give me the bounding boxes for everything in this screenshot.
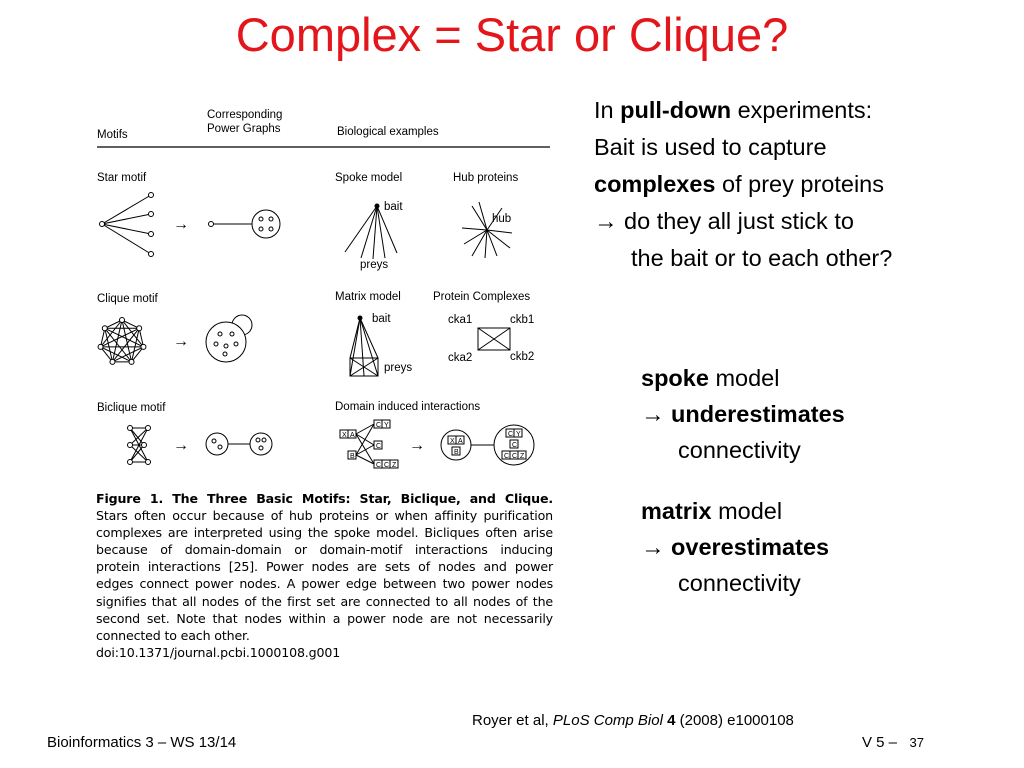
text-each-other: the bait or to each other?	[631, 245, 893, 271]
svg-text:Z: Z	[520, 453, 525, 460]
footer-page	[862, 734, 924, 751]
svg-text:C: C	[384, 462, 390, 469]
svg-text:hub: hub	[492, 213, 512, 225]
connectivity-word: connectivity	[678, 570, 801, 596]
svg-text:A: A	[350, 432, 355, 439]
spoke-word: spoke	[641, 365, 709, 391]
footer-course: Bioinformatics 3 – WS 13/14	[47, 734, 237, 751]
svg-text:Y: Y	[516, 431, 521, 438]
text-experiments: experiments:	[731, 97, 873, 123]
svg-text:C: C	[512, 442, 518, 449]
protein-complex-graph	[448, 314, 534, 364]
svg-text:X: X	[450, 438, 455, 445]
text-pull-down: pull-down	[620, 97, 732, 123]
protein-complexes-label: Protein Complexes	[433, 291, 531, 303]
ref-authors: Royer et al,	[472, 712, 553, 729]
svg-text:Y: Y	[384, 422, 389, 429]
text-stick: → do they all just stick to	[594, 208, 854, 234]
svg-text:A: A	[458, 438, 463, 445]
overestimates-word: overestimates	[671, 534, 830, 560]
arrow-icon: →	[641, 401, 672, 427]
spoke-model-graph	[345, 201, 403, 271]
footer-version: V 5 –	[862, 734, 898, 751]
arrow-icon: →	[641, 534, 672, 560]
star-motif-graph	[100, 193, 154, 257]
biclique-power-graph	[206, 433, 272, 455]
svg-text:C: C	[376, 462, 382, 469]
svg-text:B: B	[350, 453, 355, 460]
domain-induced-label: Domain induced interactions	[335, 401, 481, 413]
figure-doi: doi:10.1371/journal.pcbi.1000108.g001	[96, 644, 341, 660]
text-prey: of prey proteins	[715, 171, 884, 197]
matrix-model-word: model	[711, 498, 783, 524]
underestimates-word: underestimates	[671, 401, 845, 427]
svg-text:bait: bait	[372, 313, 391, 325]
clique-motif-label: Clique motif	[97, 293, 158, 305]
spoke-model-word: model	[708, 365, 780, 391]
reference	[472, 712, 794, 729]
ref-volume: 4	[662, 712, 676, 729]
clique-motif-graph	[98, 318, 146, 365]
arrow-icon: →	[173, 333, 189, 350]
star-motif-label: Star motif	[97, 172, 147, 184]
caption-line: complexes are interpreted using the spoke model. Bicliques often arise	[96, 525, 553, 541]
caption-line: because of domain-domain or domain-motif interactions inducing	[96, 542, 553, 558]
biclique-motif-label: Biclique motif	[97, 402, 166, 414]
svg-text:preys: preys	[360, 259, 389, 271]
biclique-motif-graph	[128, 426, 151, 465]
svg-text:C: C	[376, 443, 382, 450]
header-power-graphs: Corresponding Power Graphs	[207, 109, 283, 135]
svg-text:C: C	[508, 431, 514, 438]
spoke-model-label: Spoke model	[335, 172, 403, 184]
caption-line: signifies that all nodes of the first set are connected to all nodes of the	[96, 593, 553, 609]
clique-power-graph	[206, 315, 252, 362]
page-number: 37	[909, 735, 925, 750]
hub-proteins-graph	[462, 202, 512, 258]
star-power-graph	[209, 210, 281, 238]
svg-text:Z: Z	[392, 462, 397, 469]
arrow-icon: →	[173, 437, 189, 454]
matrix-model-label: Matrix model	[335, 291, 401, 303]
svg-text:bait: bait	[384, 201, 403, 213]
domain-interaction-graph	[340, 420, 534, 469]
svg-text:C: C	[504, 453, 510, 460]
svg-text:X: X	[342, 432, 347, 439]
svg-text:ckb1: ckb1	[510, 314, 535, 326]
text-bait: Bait is used to capture	[594, 134, 827, 160]
matrix-model-graph	[350, 313, 412, 376]
svg-text:ckb2: ckb2	[510, 351, 535, 363]
svg-text:preys: preys	[384, 362, 413, 374]
caption-line: protein interactions [25]. Power nodes are sets of nodes and power	[96, 559, 553, 575]
ref-journal: PLoS Comp Biol	[552, 712, 663, 729]
figure-caption	[96, 490, 553, 661]
matrix-block	[641, 493, 829, 601]
ref-year: (2008) e1000108	[675, 712, 794, 729]
slide-title: Complex = Star or Clique?	[235, 8, 789, 61]
text-in: In	[594, 97, 621, 123]
pull-down-text	[594, 92, 1014, 277]
motifs-figure	[92, 98, 562, 493]
svg-text:→: →	[409, 437, 425, 454]
hub-proteins-label: Hub proteins	[453, 172, 519, 184]
matrix-word: matrix	[641, 498, 712, 524]
header-motifs: Motifs	[97, 129, 128, 141]
arrow-icon: →	[173, 216, 189, 233]
svg-text:B: B	[454, 449, 459, 456]
svg-text:C: C	[512, 453, 518, 460]
svg-text:cka2: cka2	[448, 352, 473, 364]
caption-line: edges connect power nodes. A power edge between two power nodes	[96, 576, 553, 592]
spoke-block	[641, 360, 845, 468]
svg-text:C: C	[376, 422, 382, 429]
header-bio-examples: Biological examples	[337, 126, 439, 138]
text-complexes: complexes	[594, 171, 716, 197]
caption-line: second set. Note that nodes within a power node are not necessarily	[96, 610, 553, 626]
svg-text:cka1: cka1	[448, 314, 473, 326]
caption-line: connected to each other.	[96, 627, 250, 643]
caption-line: Figure 1. The Three Basic Motifs: Star, Biclique, and Clique.	[96, 491, 553, 506]
connectivity-word: connectivity	[678, 437, 801, 463]
caption-line: Stars often occur because of hub proteins or when affinity purification	[96, 508, 553, 524]
